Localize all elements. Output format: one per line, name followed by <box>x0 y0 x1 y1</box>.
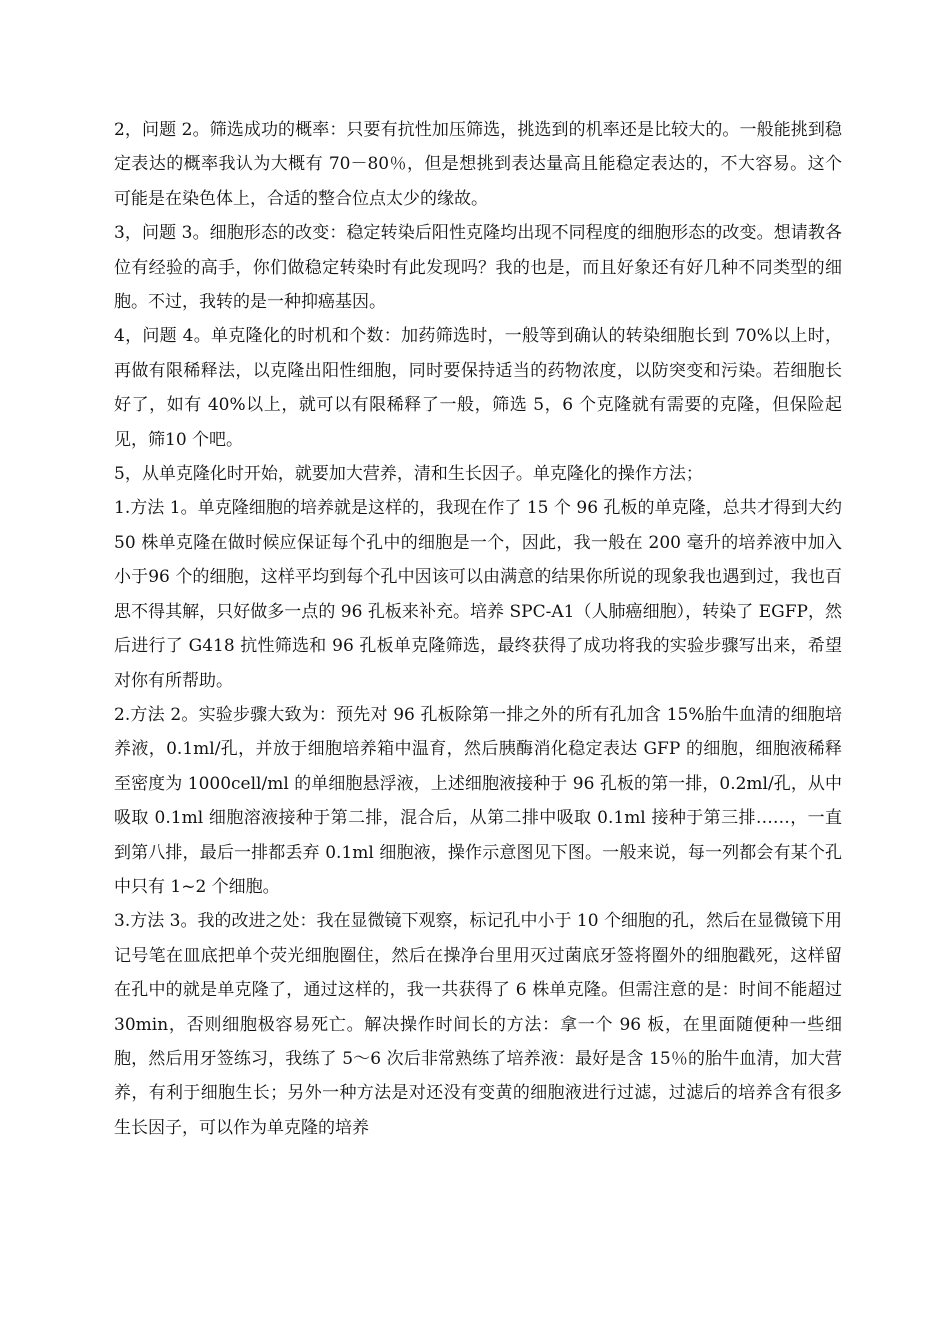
document-body <box>114 113 842 1145</box>
paragraph-method-1: 1.方法 1。单克隆细胞的培养就是这样的，我现在作了 15 个 96 孔板的单克隆，总共才得到大约 50 株单克隆在做时候应保证每个孔中的细胞是一个，因此，我一般在 200 毫升的培养液中加入小于96 个的细胞，这样平均到每个孔中因该可以由满意的结果你所说的现象我也遇到过，我也百思不得其解，只好做多一点的 96 孔板来补充。培养 SPC-A1（人肺癌细胞），转染了 EGFP，然后进行了 G418 抗性筛选和 96 孔板单克隆筛选，最终获得了成功将我的实验步骤写出来，希望对你有所帮助。 <box>114 498 842 691</box>
paragraph-item-5: 5，从单克隆化时开始，就要加大营养，清和生长因子。单克隆化的操作方法； <box>114 464 703 485</box>
paragraph-question-3: 3，问题 3。细胞形态的改变：稳定转染后阳性克隆均出现不同程度的细胞形态的改变。想请教各位有经验的高手，你们做稳定转染时有此发现吗？我的也是，而且好象还有好几种不同类型的细胞。不过，我转的是一种抑癌基因。 <box>114 223 842 313</box>
paragraph-method-2: 2.方法 2。实验步骤大致为：预先对 96 孔板除第一排之外的所有孔加含 15%胎牛血清的细胞培养液，0.1ml/孔，并放于细胞培养箱中温育，然后胰酶消化稳定表达 GFP 的细胞，细胞液稀释至密度为 1000cell/ml 的单细胞悬浮液，上述细胞液接种于 96 孔板的第一排，0.2ml/孔，从中吸取 0.1ml 细胞溶液接种于第二排，混合后，从第二排中吸取 0.1ml 接种于第三排……，一直到第八排，最后一排都丢弃 0.1ml 细胞液，操作示意图见下图。一般来说，每一列都会有某个孔中只有 1~2 个细胞。 <box>114 704 842 897</box>
paragraph-question-2: 2，问题 2。筛选成功的概率：只要有抗性加压筛选，挑选到的机率还是比较大的。一般能挑到稳定表达的概率我认为大概有 70－80％，但是想挑到表达量高且能稳定表达的，不大容易。这个可能是在染色体上，合适的整合位点太少的缘故。 <box>114 120 842 209</box>
paragraph-question-4: 4，问题 4。单克隆化的时机和个数：加药筛选时，一般等到确认的转染细胞长到 70%以上时，再做有限稀释法，以克隆出阳性细胞，同时要保持适当的药物浓度，以防突变和污染。若细胞长好了，如有 40%以上，就可以有限稀释了一般，筛选 5，6 个克隆就有需要的克隆，但保险起见，筛10 个吧。 <box>114 326 842 450</box>
paragraph-method-3: 3.方法 3。我的改进之处：我在显微镜下观察，标记孔中小于 10 个细胞的孔，然后在显微镜下用记号笔在皿底把单个荧光细胞圈住，然后在操净台里用灭过菌底牙签将圈外的细胞戳死，这样留在孔中的就是单克隆了，通过这样的，我一共获得了 6 株单克隆。但需注意的是：时间不能超过 30min，否则细胞极容易死亡。解决操作时间长的方法：拿一个 96 板，在里面随便种一些细胞，然后用牙签练习，我练了 5～6 次后非常熟练了培养液：最好是含 15％的胎牛血清，加大营养，有利于细胞生长；另外一种方法是对还没有变黄的细胞液进行过滤，过滤后的培养含有很多生长因子，可以作为单克隆的培养 <box>114 911 842 1138</box>
